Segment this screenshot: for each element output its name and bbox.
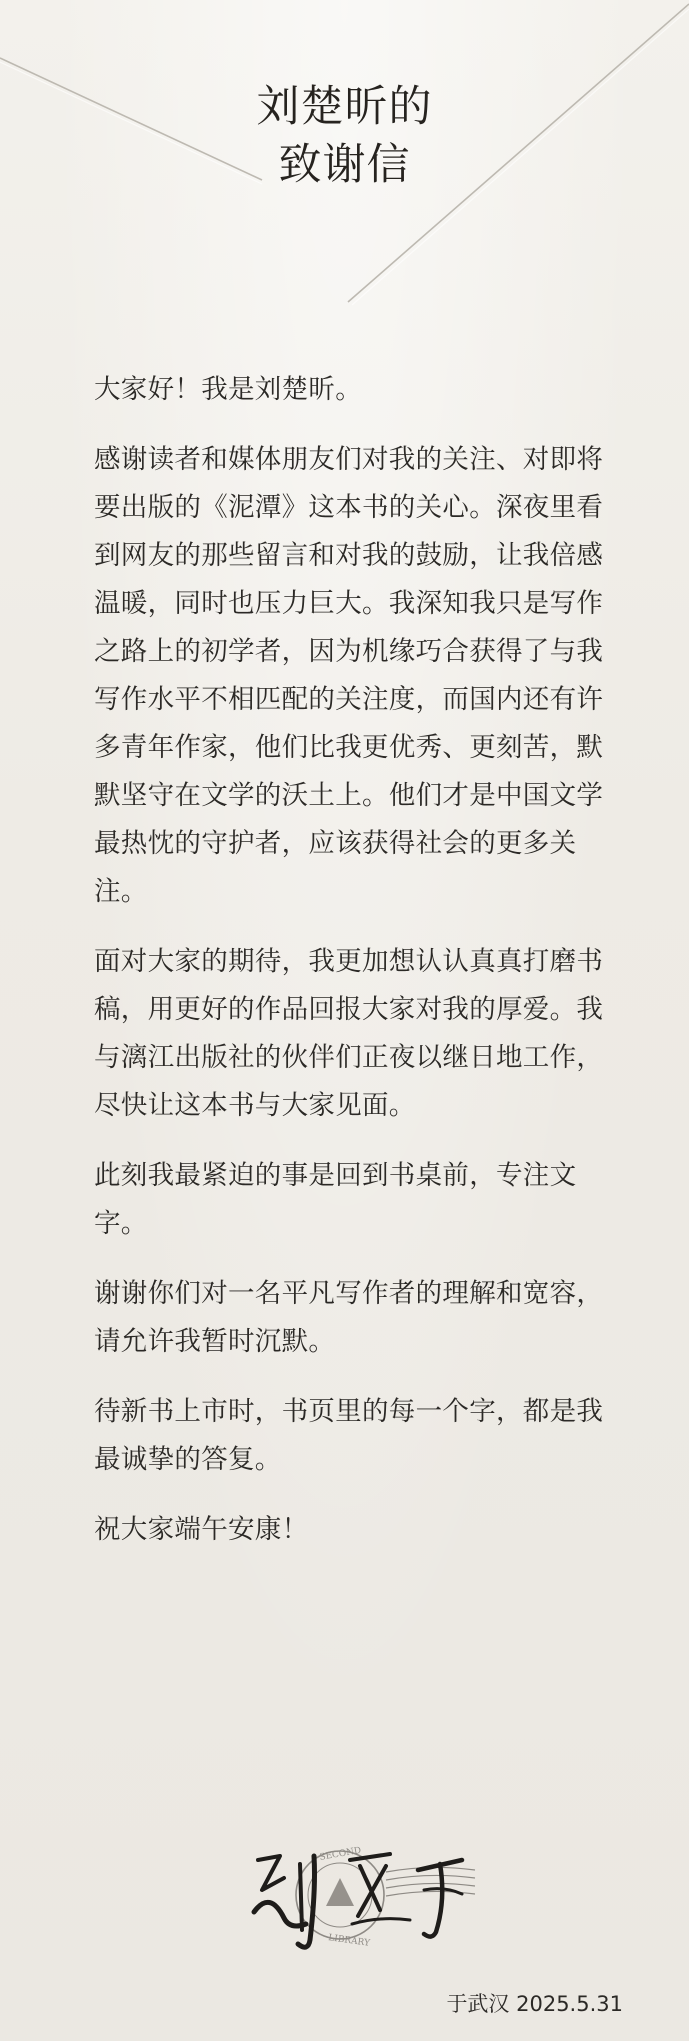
paragraph-thanks: 感谢读者和媒体朋友们对我的关注、对即将要出版的《泥潭》这本书的关心。深夜里看到网友的那些留言和对我的鼓励，让我倍感温暖，同时也压力巨大。我深知我只是写作之路上的初学者，因为机缘巧合获得了与我写作水平不相匹配的关注度，而国内还有许多青年作家，他们比我更优秀、更刻苦，默默坚守在文学的沃土上。他们才是中国文学最热忱的守护者，应该获得社会的更多关注。: [94, 444, 604, 907]
paragraph-blessing: 祝大家端午安康！: [94, 1514, 309, 1545]
svg-text:SECOND: SECOND: [318, 1845, 362, 1863]
letter-date: 于武汉 2025.5.31: [446, 1992, 623, 2016]
svg-text:LIBRARY: LIBRARY: [327, 1933, 371, 1949]
paragraph-understanding: 谢谢你们对一名平凡写作者的理解和宽容，请允许我暂时沉默。: [94, 1278, 604, 1357]
title-line-1: 刘楚昕的: [256, 82, 433, 132]
paragraph-expectation: 面对大家的期待，我更加想认认真真打磨书稿，用更好的作品回报大家对我的厚爱。我与漓江出版社的伙伴们正夜以继日地工作，尽快让这本书与大家见面。: [94, 946, 604, 1121]
signature-with-stamp: [240, 1820, 480, 1970]
paragraph-new-book: 待新书上市时，书页里的每一个字，都是我最诚挚的答复。: [94, 1396, 604, 1475]
title-line-2: 致谢信: [278, 140, 411, 190]
letter-title: [0, 78, 689, 194]
paragraph-greeting: 大家好！我是刘楚昕。: [94, 374, 362, 405]
letter-body: [94, 366, 614, 1576]
paragraph-focus: 此刻我最紧迫的事是回到书桌前，专注文字。: [94, 1160, 577, 1239]
